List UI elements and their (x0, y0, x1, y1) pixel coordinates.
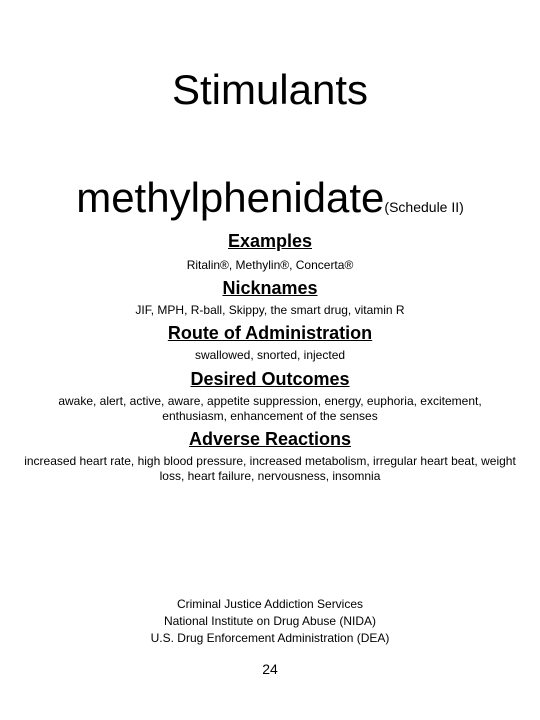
drug-name-line (0, 172, 540, 233)
route-text: swallowed, snorted, injected (194, 348, 346, 362)
adverse-reactions-text: increased heart rate, high blood pressure, increased metabolism, irregular heart beat, weight loss, heart failure, nervousness, insomnia (24, 454, 516, 483)
examples-text: Ritalin®, Methylin®, Concerta® (186, 258, 354, 272)
credits-block (0, 596, 540, 647)
drug-name: methylphenidate (76, 174, 385, 221)
credit-line: Criminal Justice Addiction Services (176, 597, 364, 611)
examples-heading: Examples (227, 231, 313, 251)
credit-line: U.S. Drug Enforcement Administration (DEA) (150, 631, 390, 645)
nicknames-heading: Nicknames (222, 278, 318, 298)
page-title: Stimulants (171, 66, 369, 113)
nicknames-text: JIF, MPH, R-ball, Skippy, the smart drug, vitamin R (135, 303, 405, 317)
desired-outcomes-text: awake, alert, active, aware, appetite suppression, energy, euphoria, excitement, enthusiasm, enhancement of the senses (58, 394, 482, 423)
desired-outcomes-heading: Desired Outcomes (190, 369, 350, 389)
page-number: 24 (262, 661, 278, 677)
schedule-label: (Schedule II) (384, 199, 464, 215)
adverse-reactions-heading: Adverse Reactions (188, 429, 352, 449)
route-heading: Route of Administration (167, 323, 373, 343)
credit-line: National Institute on Drug Abuse (NIDA) (163, 614, 377, 628)
